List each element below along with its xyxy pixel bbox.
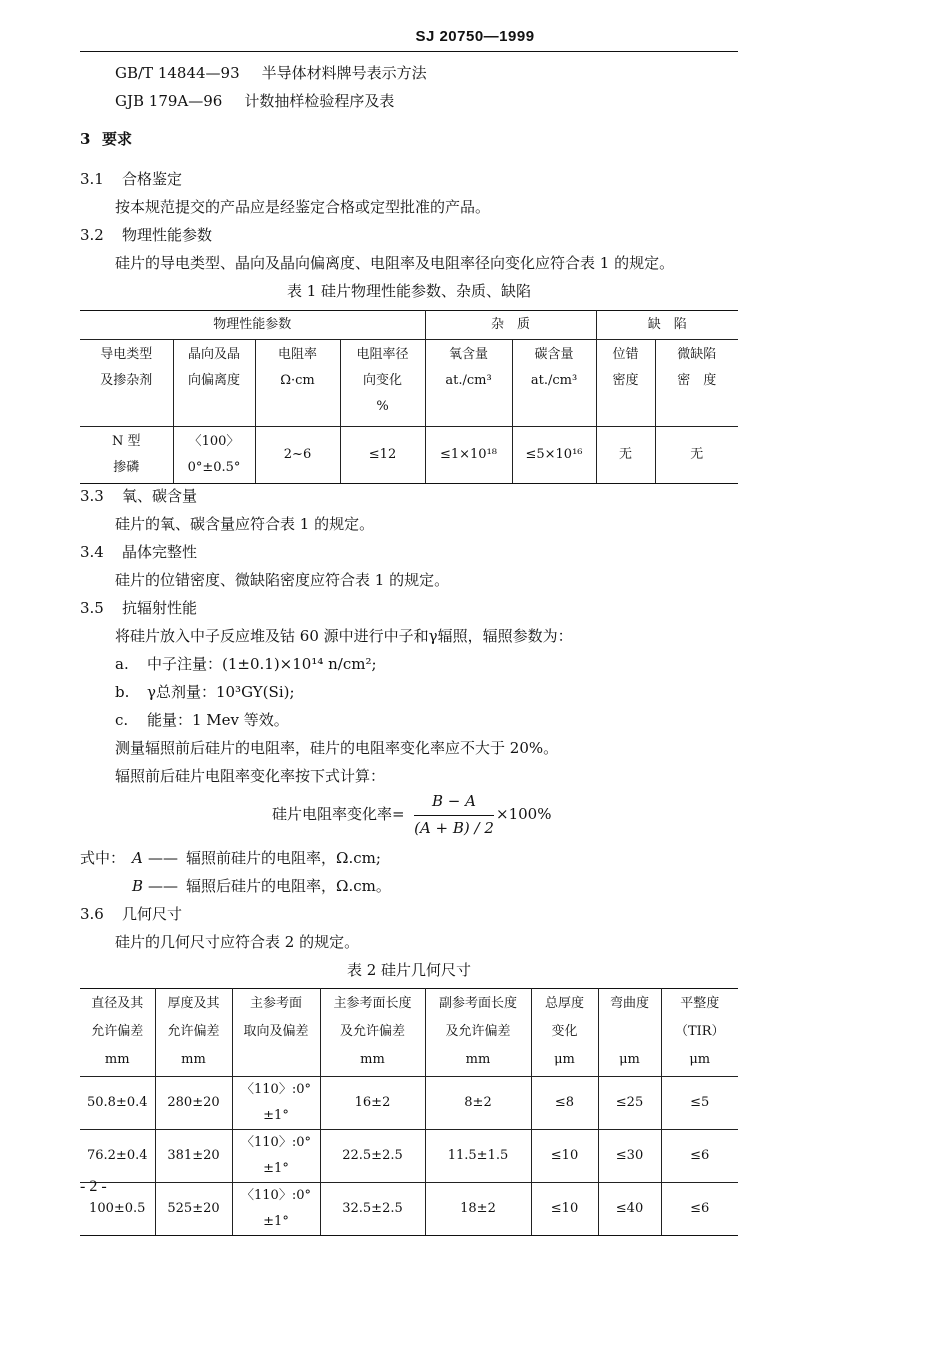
section-3-1-body: 按本规范提交的产品应是经鉴定合格或定型批准的产品。 — [115, 198, 491, 216]
reference-code: GJB 179A—96 — [115, 92, 223, 110]
table-cell: ≤6 — [661, 1183, 738, 1236]
col-resistivity-variation: 电阻率径 向变化 % — [340, 340, 425, 427]
table-cell: 〈110〉:0°±1° — [232, 1130, 320, 1183]
formula-fraction-bar — [414, 815, 494, 816]
table-2-header: 主参考面 取向及偏差 — [232, 989, 320, 1077]
table-cell: 50.8±0.4 — [80, 1077, 155, 1130]
section-3-2-heading: 3.2 物理性能参数 — [80, 226, 213, 244]
section-3-4-heading: 3.4 晶体完整性 — [80, 543, 198, 561]
list-item: b. γ总剂量：10³GY(Si); — [115, 683, 295, 701]
table-1 — [80, 310, 738, 484]
formula-denominator: (A + B) / 2 — [414, 819, 494, 837]
table-2-header: 总厚度 变化 μm — [531, 989, 598, 1077]
table-2-header: 主参考面长度 及允许偏差 mm — [320, 989, 425, 1077]
group-physical: 物理性能参数 — [80, 311, 425, 340]
section-3-2-body: 硅片的导电类型、晶向及晶向偏离度、电阻率及电阻率径向变化应符合表 1 的规定。 — [115, 254, 675, 272]
formula-rhs: ×100% — [496, 805, 552, 823]
table-cell: ≤5 — [661, 1077, 738, 1130]
table-cell: 8±2 — [425, 1077, 531, 1130]
table-cell: 22.5±2.5 — [320, 1130, 425, 1183]
table-cell: ≤10 — [531, 1183, 598, 1236]
formula-lhs: 硅片电阻率变化率= — [272, 805, 405, 823]
table-2-header: 副参考面长度 及允许偏差 mm — [425, 989, 531, 1077]
group-impurity: 杂 质 — [425, 311, 596, 340]
definition-a: 式中： A —— 辐照前硅片的电阻率，Ω.cm; — [80, 849, 381, 867]
reference-line-2 — [115, 91, 394, 111]
section-3-3-body: 硅片的氧、碳含量应符合表 1 的规定。 — [115, 515, 375, 533]
section-3-4-body: 硅片的位错密度、微缺陷密度应符合表 1 的规定。 — [115, 571, 450, 589]
section-3-heading: 3 要求 — [80, 130, 133, 148]
table-2-header: 平整度 （TIR） μm — [661, 989, 738, 1077]
section-3-5-requirement: 测量辐照前后硅片的电阻率，硅片的电阻率变化率应不大于 20%。 — [115, 739, 559, 757]
table-cell: ≤10 — [531, 1130, 598, 1183]
reference-line-1 — [115, 63, 427, 83]
table-cell: 11.5±1.5 — [425, 1130, 531, 1183]
reference-title: 计数抽样检验程序及表 — [244, 92, 395, 110]
col-dislocation: 位错 密度 — [596, 340, 655, 427]
table-cell: 18±2 — [425, 1183, 531, 1236]
table-row: N 型 掺磷 〈100〉 0°±0.5° 2~6 ≤12 ≤1×10¹⁸ ≤5×10¹⁶ 无 无 — [80, 427, 738, 484]
section-3-6-heading: 3.6 几何尺寸 — [80, 905, 183, 923]
col-type: 导电类型 及掺杂剂 — [80, 340, 173, 427]
table-cell: 100±0.5 — [80, 1183, 155, 1236]
table-cell: 〈110〉:0°±1° — [232, 1183, 320, 1236]
col-resistivity: 电阻率 Ω·cm — [255, 340, 340, 427]
section-3-1-heading: 3.1 合格鉴定 — [80, 170, 183, 188]
table-cell: ≤6 — [661, 1130, 738, 1183]
table-1-caption: 表 1 硅片物理性能参数、杂质、缺陷 — [286, 282, 532, 300]
table-cell: 32.5±2.5 — [320, 1183, 425, 1236]
section-3-6-body: 硅片的几何尺寸应符合表 2 的规定。 — [115, 933, 360, 951]
table-cell: 〈110〉:0°±1° — [232, 1077, 320, 1130]
document-code-header: SJ 20750—1999 — [415, 28, 535, 45]
group-defect: 缺 陷 — [596, 311, 738, 340]
table-2 — [80, 988, 738, 1236]
table-row — [80, 1130, 738, 1183]
header-rule — [80, 51, 738, 52]
table-row — [80, 1077, 738, 1130]
reference-code: GB/T 14844—93 — [115, 64, 240, 82]
table-cell: 381±20 — [155, 1130, 232, 1183]
col-orientation: 晶向及晶 向偏离度 — [173, 340, 255, 427]
list-item: c. 能量：1 Mev 等效。 — [115, 711, 289, 729]
section-3-3-heading: 3.3 氧、碳含量 — [80, 487, 198, 505]
reference-title: 半导体材料牌号表示方法 — [261, 64, 427, 82]
section-3-5-heading: 3.5 抗辐射性能 — [80, 599, 198, 617]
table-cell: 280±20 — [155, 1077, 232, 1130]
table-row — [80, 1183, 738, 1236]
table-cell: ≤30 — [598, 1130, 661, 1183]
table-cell: ≤8 — [531, 1077, 598, 1130]
section-3-5-calc-intro: 辐照前后硅片电阻率变化率按下式计算： — [115, 767, 386, 785]
col-oxygen: 氧含量 at./cm³ — [425, 340, 512, 427]
table-2-header: 弯曲度 μm — [598, 989, 661, 1077]
col-carbon: 碳含量 at./cm³ — [512, 340, 596, 427]
col-microdefect: 微缺陷 密 度 — [655, 340, 738, 427]
table-cell: 525±20 — [155, 1183, 232, 1236]
table-cell: ≤40 — [598, 1183, 661, 1236]
definition-b: B —— 辐照后硅片的电阻率，Ω.cm。 — [132, 877, 391, 895]
table-2-caption: 表 2 硅片几何尺寸 — [346, 961, 472, 979]
table-cell: 76.2±0.4 — [80, 1130, 155, 1183]
list-item: a. 中子注量：(1±0.1)×10¹⁴ n/cm²; — [115, 655, 377, 673]
table-2-header: 厚度及其 允许偏差 mm — [155, 989, 232, 1077]
section-3-5-intro: 将硅片放入中子反应堆及钴 60 源中进行中子和γ辐照，辐照参数为： — [115, 627, 573, 645]
formula-numerator: B − A — [432, 792, 476, 810]
table-2-header: 直径及其 允许偏差 mm — [80, 989, 155, 1077]
page-number: - 2 - — [80, 1178, 107, 1195]
table-cell: 16±2 — [320, 1077, 425, 1130]
table-cell: ≤25 — [598, 1077, 661, 1130]
